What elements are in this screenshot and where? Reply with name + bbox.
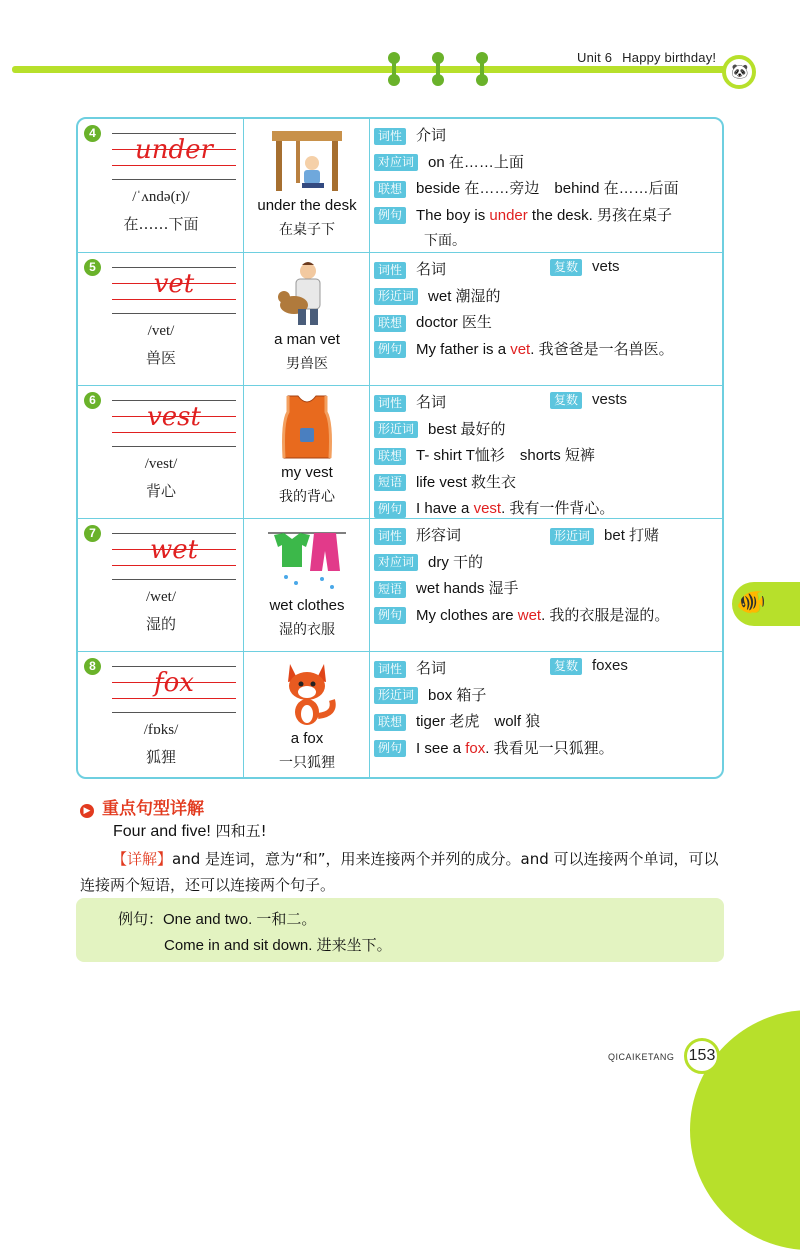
info-line-secondary: 复数 foxes [550,657,628,675]
tag-label: 复数 [550,392,582,409]
picture-caption-zh: 湿的衣服 [279,622,335,638]
info-line-secondary: 复数 vests [550,391,627,409]
binder-clip-icon [432,52,444,86]
picture-cell [244,119,370,252]
explain-text: and 是连词，意为“和”，用来连接两个并列的成分。and 可以连接两个单词，可以连接两个短语，还可以连接两个句子。 [80,850,719,894]
info-line: 短语 wet hands 湿手 [374,577,519,598]
highlight-word: vest [473,500,502,517]
mascot-badge [722,55,756,89]
play-bullet-icon: ▶ [80,804,94,818]
tag-label: 词性 [374,262,406,279]
tag-label: 词性 [374,128,406,145]
word-meaning: 在……下面 [123,215,199,233]
info-line: 形近词 best 最好的 [374,418,506,439]
picture-cell [244,253,370,385]
picture-caption-zh: 一只狐狸 [279,755,335,771]
unit-title: Happy birthday! [622,50,717,65]
info-cell [370,253,722,385]
word-meaning: 狐狸 [145,748,176,766]
fox-icon [266,658,348,728]
picture-cell [244,386,370,518]
unit-label: Unit 6 [577,50,613,65]
entry-number: 5 [84,259,101,276]
word-cell [78,119,244,252]
tag-label: 复数 [550,658,582,675]
tag-label: 例句 [374,341,406,358]
tag-label: 联想 [374,315,406,332]
picture-caption-en: my vest [281,464,333,481]
vocab-word: wet [149,535,199,565]
vocab-word: vest [147,402,201,432]
phonetic: /fɒks/ [143,722,179,738]
tag-label: 形近词 [550,528,594,545]
tag-label: 形近词 [374,421,418,438]
info-line: 例句 My father is a vet. 我爸爸是一名兽医。 [374,338,674,359]
info-line: 词性 名词 [374,258,446,279]
highlight-word: under [489,206,528,224]
info-line: 形近词 wet 潮湿的 [374,285,501,306]
info-line: 例句 I see a fox. 我看见一只狐狸。 [374,737,614,758]
info-line-continued: 下面。 [424,232,466,249]
word-cell [78,386,244,518]
info-line-secondary: 形近词 bet 打赌 [550,524,659,545]
word-cell [78,652,244,779]
vocab-word: fox [154,668,194,698]
explain-label: 【详解】 [112,850,173,868]
boy-under-desk-icon [266,125,348,195]
tag-label: 形近词 [374,288,418,305]
tag-label: 联想 [374,181,406,198]
info-cell [370,119,722,252]
info-cell [370,386,722,518]
phonetic: /vet/ [147,323,175,339]
vocab-word: under [135,135,213,165]
entry-number: 4 [84,125,101,142]
entry-number: 7 [84,525,101,542]
binder-clip-icon [388,52,400,86]
info-line: 联想 doctor 医生 [374,311,492,332]
tag-label: 例句 [374,501,406,518]
footer-brand: QICAIKETANG [608,1052,675,1062]
tag-label: 形近词 [374,687,418,704]
info-line: 联想 T- shirt T恤衫 shorts 短裤 [374,444,595,465]
page-number: 153 [684,1038,720,1074]
page-header [577,50,726,65]
word-meaning: 兽医 [145,349,176,367]
vocab-table [76,117,724,779]
vocab-row-vet [78,252,722,385]
word-cell [78,519,244,651]
phonetic: /vest/ [144,456,178,472]
tag-label: 短语 [374,474,406,491]
vet-with-dog-icon [266,259,348,329]
picture-caption-en: wet clothes [269,597,345,614]
tag-label: 短语 [374,581,406,598]
highlight-word: vet [510,340,531,358]
entry-number: 8 [84,658,101,675]
info-line: 词性 名词 [374,391,446,412]
tag-label: 对应词 [374,554,418,571]
info-line: 词性 介词 [374,124,446,145]
example-box [76,898,724,962]
vocab-row-wet [78,518,722,651]
header-bar [12,66,747,73]
info-line: 联想 tiger 老虎 wolf 狼 [374,710,540,731]
info-line: 词性 名词 [374,657,446,678]
picture-caption-zh: 男兽医 [286,356,328,372]
tag-label: 联想 [374,448,406,465]
vocab-row-under [78,119,722,252]
info-line: 形近词 box 箱子 [374,684,486,705]
picture-caption-en: a fox [290,730,324,747]
wet-clothes-icon [266,525,348,595]
info-line-secondary: 复数 vets [550,258,620,276]
picture-cell [244,652,370,779]
section-title: ▶ 重点句型详解 [80,794,204,819]
word-cell [78,253,244,385]
info-line: 联想 beside 在……旁边 behind 在……后面 [374,177,679,198]
picture-caption-zh: 我的背心 [279,489,335,505]
vocab-row-vest [78,385,722,518]
entry-number: 6 [84,392,101,409]
info-line: 词性 形容词 [374,524,461,545]
info-cell [370,652,722,779]
tag-label: 例句 [374,207,406,224]
info-line: 短语 life vest 救生衣 [374,471,516,492]
tag-label: 对应词 [374,154,418,171]
fish-icon: 🐠 [736,588,766,616]
tag-label: 词性 [374,661,406,678]
example-line: 例句：One and two. 一和二。 [118,910,317,928]
word-meaning: 湿的 [145,615,176,633]
tag-label: 词性 [374,528,406,545]
vocab-row-fox [78,651,722,779]
key-sentence: Four and five! 四和五! [113,822,267,840]
tag-label: 例句 [374,607,406,624]
highlight-word: wet [517,606,542,624]
vocab-word: vet [153,269,195,299]
binder-clip-icon [476,52,488,86]
tag-label: 例句 [374,740,406,757]
info-line: 对应词 dry 干的 [374,551,483,572]
tag-label: 词性 [374,395,406,412]
info-line: 例句 The boy is under the desk. 男孩在桌子 [374,204,672,225]
tag-label: 联想 [374,714,406,731]
example-line: Come in and sit down. 进来坐下。 [164,937,392,954]
picture-caption-en: a man vet [274,331,340,348]
word-meaning: 背心 [145,482,176,500]
info-line: 对应词 on 在……上面 [374,151,524,172]
phonetic: /wet/ [146,589,176,605]
picture-caption-en: under the desk [257,197,357,214]
highlight-word: fox [465,739,486,757]
info-line: 例句 I have a vest. 我有一件背心。 [374,497,614,518]
info-cell [370,519,722,651]
vest-icon [266,392,348,462]
tag-label: 复数 [550,259,582,276]
info-line: 例句 My clothes are wet. 我的衣服是湿的。 [374,604,669,625]
explanation [80,846,726,898]
panda-icon: 🐼 [731,64,749,80]
picture-cell [244,519,370,651]
phonetic: /ˈʌndə(r)/ [132,189,190,205]
picture-caption-zh: 在桌子下 [279,222,335,238]
